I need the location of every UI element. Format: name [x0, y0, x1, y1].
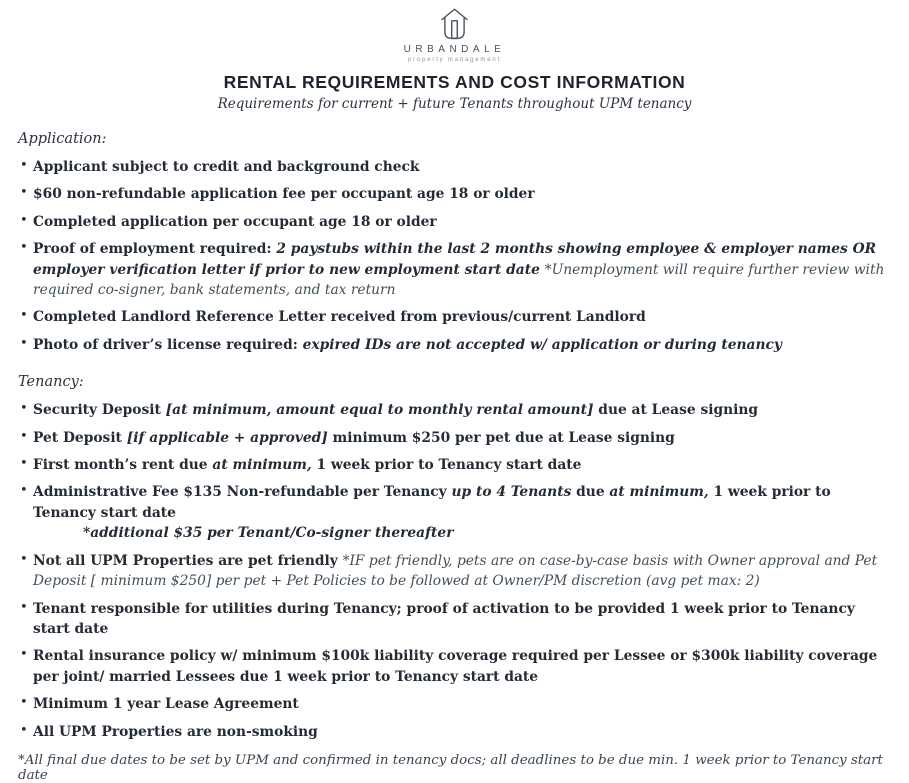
brand-tagline: property management — [408, 57, 501, 63]
text-segment: Proof of employment required: — [33, 241, 277, 258]
section — [18, 374, 891, 742]
text-segment: Completed application per occupant age 18 or older — [33, 213, 437, 230]
bullet-text — [33, 159, 419, 175]
bullet-item — [18, 694, 891, 714]
text-segment: Photo of driver’s license required: — [33, 336, 303, 353]
footnote: *All final due dates to be set by UPM and confirmed in tenancy docs; all deadlines to be due min. 1 week prior to Tenancy start date — [18, 752, 883, 783]
text-segment: 2 paystubs within the last 2 months showing employee & employer names OR employer verification letter if prior to new employment start date — [33, 241, 877, 278]
logo — [18, 6, 891, 63]
text-segment: All UPM Properties are non-smoking — [33, 723, 318, 740]
text-segment: *IF pet friendly, pets are on case-by-case basis with Owner approval and Pet Deposit [ minimum $250] per pet + Pet Policies to be followed at Owner/PM discretion (avg pet max: 2) — [33, 552, 878, 590]
bullet-marker-icon: • — [20, 185, 28, 201]
text-segment: Completed Landlord Reference Letter received from previous/current Landlord — [33, 309, 646, 326]
text-segment: Pet Deposit — [33, 429, 127, 446]
bullet-item — [18, 307, 891, 327]
page-title: RENTAL REQUIREMENTS AND COST INFORMATION — [223, 72, 686, 92]
bullet-item — [18, 482, 891, 543]
section — [18, 131, 891, 355]
text-segment: $60 non-refundable application fee per occupant age 18 or older — [33, 186, 535, 203]
bullet-marker-icon: • — [20, 308, 28, 324]
bullet-item — [18, 599, 891, 640]
sections — [18, 131, 891, 742]
text-segment: minimum $250 per pet due at Lease signing — [332, 429, 675, 446]
bullet-text — [33, 402, 758, 418]
text-segment: 1 week prior to Tenancy start date — [33, 484, 831, 521]
text-segment: Applicant subject to credit and background check — [33, 159, 420, 175]
bullet-marker-icon: • — [20, 335, 28, 351]
bullet-text — [33, 309, 646, 325]
bullet-marker-icon: • — [20, 483, 28, 499]
bullet-text — [33, 484, 831, 520]
text-segment: 1 week prior to Tenancy start date — [316, 457, 582, 474]
text-segment: Tenant responsible for utilities during Tenancy; proof of activation to be provided 1 week prior to Tenancy start date — [33, 600, 855, 637]
brand-name: URBANDALE — [403, 44, 506, 55]
text-segment: Not all UPM Properties are pet friendly — [33, 552, 343, 569]
text-segment: First month’s rent due — [33, 457, 213, 474]
bullet-marker-icon: • — [20, 695, 28, 711]
bullet-text — [33, 601, 855, 637]
section-heading: Tenancy: — [18, 374, 84, 391]
bullet-text — [33, 430, 675, 446]
bullet-marker-icon: • — [20, 240, 28, 256]
bullet-item — [18, 428, 891, 448]
bullet-subline: *additional $35 per Tenant/Co-signer thereafter — [83, 525, 454, 542]
bullet-marker-icon: • — [20, 212, 28, 228]
text-segment: at minimum, — [609, 484, 714, 501]
house-icon — [436, 6, 473, 43]
bullet-text — [33, 186, 535, 202]
text-segment: *Unemployment will require further review with required co-signer, bank statements, and tax return — [33, 261, 885, 299]
bullet-text — [33, 696, 299, 712]
bullet-item — [18, 239, 891, 300]
text-segment: up to 4 Tenants — [451, 484, 577, 501]
bullet-text — [33, 724, 318, 740]
text-segment: due — [576, 484, 610, 501]
text-segment: Security Deposit — [33, 402, 166, 419]
bullet-item — [18, 212, 891, 232]
bullet-item — [18, 335, 891, 355]
page-subtitle: Requirements for current + future Tenants throughout UPM tenancy — [217, 96, 692, 112]
text-segment: Rental insurance policy w/ minimum $100k liability coverage required per Lessee or $300k liability coverage per joint/ married Lessees due 1 week prior to Tenancy start date — [33, 648, 878, 685]
bullet-text — [33, 214, 437, 230]
bullet-text — [33, 648, 877, 684]
bullet-marker-icon: • — [20, 401, 28, 417]
bullet-item — [18, 551, 891, 592]
bullet-marker-icon: • — [20, 551, 28, 567]
bullet-list — [18, 400, 891, 742]
bullet-marker-icon: • — [20, 722, 28, 738]
bullet-text — [33, 337, 782, 353]
bullet-text — [33, 457, 581, 473]
bullet-marker-icon: • — [20, 158, 28, 173]
bullet-item — [18, 157, 891, 177]
text-segment: due at Lease signing — [598, 402, 759, 419]
text-segment: Minimum 1 year Lease Agreement — [33, 696, 299, 713]
text-segment: Administrative Fee $135 Non-refundable per Tenancy — [33, 484, 452, 501]
text-segment: [if applicable + approved] — [126, 429, 333, 446]
bullet-item — [18, 646, 891, 687]
bullet-text — [33, 241, 884, 298]
bullet-marker-icon: • — [20, 428, 28, 444]
bullet-marker-icon: • — [20, 647, 28, 663]
bullet-item — [18, 455, 891, 475]
text-segment: [at minimum, amount equal to monthly rental amount] — [165, 402, 599, 419]
bullet-marker-icon: • — [20, 456, 28, 472]
bullet-item — [18, 184, 891, 204]
section-heading: Application: — [18, 131, 107, 147]
bullet-list — [18, 157, 891, 355]
bullet-text — [33, 553, 877, 589]
bullet-item — [18, 722, 891, 742]
text-segment: at minimum, — [212, 457, 317, 474]
bullet-item — [18, 400, 891, 420]
text-segment: expired IDs are not accepted w/ application or during tenancy — [302, 336, 782, 353]
bullet-marker-icon: • — [20, 599, 28, 615]
